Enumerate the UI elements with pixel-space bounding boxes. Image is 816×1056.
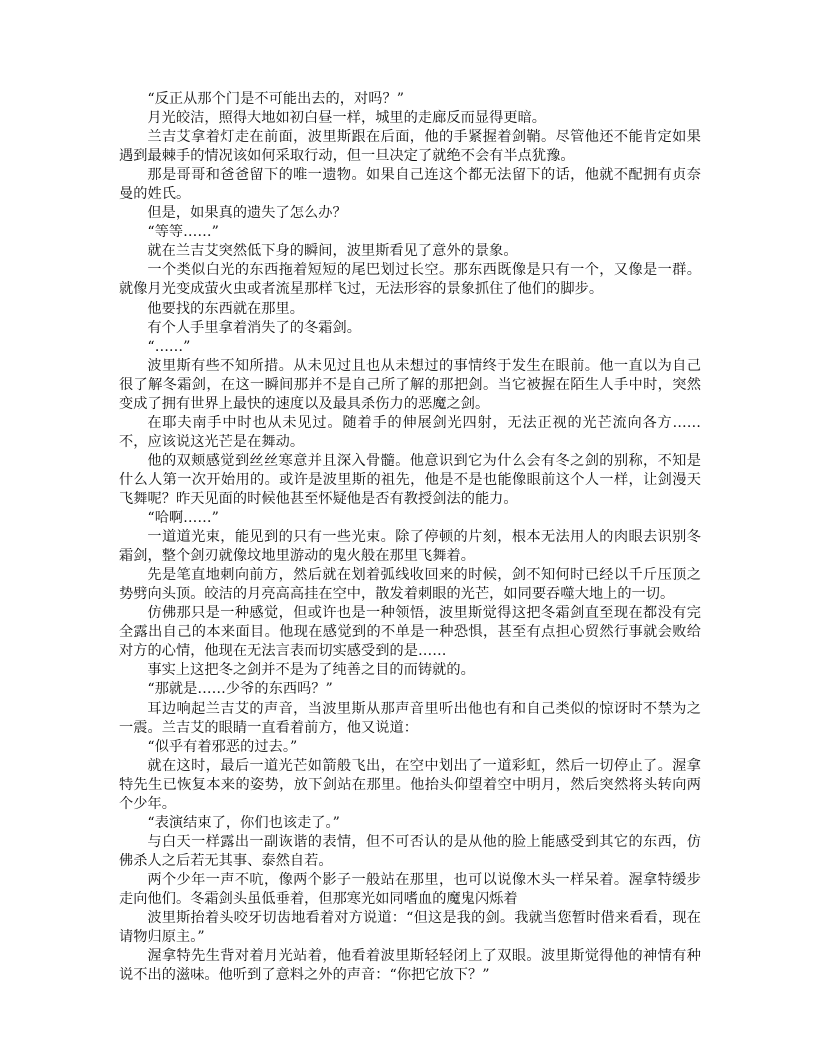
paragraph: 月光皎洁，照得大地如初白昼一样，城里的走廊反而显得更暗。 (147, 110, 547, 127)
paragraph: 有个人手里拿着消失了的冬霜剑。 (147, 319, 361, 336)
paragraph: “反正从那个门是不可能出去的，对吗？” (147, 91, 405, 107)
paragraph: “似乎有着邪恶的过去。” (147, 738, 298, 755)
paragraph: “表演结束了，你们也该走了。” (147, 814, 340, 831)
page-body (119, 90, 701, 985)
paragraph: 兰吉艾拿着灯走在前面，波里斯跟在后面，他的手紧握着剑鞘。尽管他还不能肯定如果遇到最棘手的情况该如何采取行动，但一旦决定了就绝不会有半点犹豫。 (119, 129, 701, 165)
paragraph: 事实上这把冬之剑并不是为了纯善之目的而铸就的。 (147, 662, 475, 679)
paragraph: 波里斯抬着头咬牙切齿地看着对方说道：“但这是我的剑。我就当您暂时借来看看，现在请物归原主。” (119, 910, 701, 946)
paragraph: 渥拿特先生背对着月光站着，他看着波里斯轻轻闭上了双眼。波里斯觉得他的神情有种说不出的滋味。他听到了意料之外的声音：“你把它放下？” (119, 948, 701, 984)
paragraph: 仿佛那只是一种感觉，但或许也是一种领悟，波里斯觉得这把冬霜剑直至现在都没有完全露出自己的本来面目。他现在感觉到的不单是一种恐惧，甚至有点担心贸然行事就会败给对方的心情，他现在无法言表而切实感受到的是…… (119, 605, 701, 660)
paragraph: 那是哥哥和爸爸留下的唯一遗物。如果自己连这个都无法留下的话，他就不配拥有贞奈曼的姓氏。 (119, 167, 701, 203)
paragraph: 他的双颊感觉到丝丝寒意并且深入骨髓。他意识到它为什么会有冬之剑的别称，不知是什么人第一次开始用的。或许是波里斯的祖先，他是不是也能像眼前这个人一样，让剑漫天飞舞呢？昨天见面的时候他甚至怀疑他是否有教授剑法的能力。 (119, 452, 701, 507)
paragraph: “哈啊……” (147, 510, 219, 527)
paragraph: 与白天一样露出一副诙谐的表情，但不可否认的是从他的脸上能感受到其它的东西，仿佛杀人之后若无其事、泰然自若。 (119, 833, 701, 869)
paragraph: 波里斯有些不知所措。从未见过且也从未想过的事情终于发生在眼前。他一直以为自己很了解冬霜剑，在这一瞬间那并不是自己所了解的那把剑。当它被握在陌生人手中时，突然变成了拥有世界上最快的速度以及最具杀伤力的恶魔之剑。 (119, 357, 701, 412)
paragraph: 就在兰吉艾突然低下身的瞬间，波里斯看见了意外的景象。 (147, 243, 518, 260)
paragraph: 一个类似白光的东西拖着短短的尾巴划过长空。那东西既像是只有一个，又像是一群。就像月光变成萤火虫或者流星那样飞过，无法形容的景象抓住了他们的脚步。 (119, 262, 701, 298)
paragraph: 但是，如果真的遗失了怎么办？ (147, 205, 347, 222)
paragraph: 先是笔直地刺向前方，然后就在划着弧线收回来的时候，剑不知何时已经以千斤压顶之势劈向头顶。皎洁的月亮高高挂在空中，散发着刺眼的光芒，如同要吞噬大地上的一切。 (119, 567, 701, 603)
paragraph: 他要找的东西就在那里。 (147, 300, 305, 317)
paragraph: 在耶夫南手中时也从未见过。随着手的伸展剑光四射，无法正视的光芒流向各方……不，应该说这光芒是在舞动。 (119, 414, 701, 450)
paragraph: 就在这时，最后一道光芒如箭般飞出，在空中划出了一道彩虹，然后一切停止了。渥拿特先生已恢复本来的姿势，放下剑站在那里。他抬头仰望着空中明月，然后突然将头转向两个少年。 (119, 757, 701, 812)
paragraph: 一道道光束，能见到的只有一些光束。除了停顿的片刻，根本无法用人的肉眼去识别冬霜剑，整个剑刃就像坟地里游动的鬼火般在那里飞舞着。 (119, 529, 701, 565)
paragraph: 耳边响起兰吉艾的声音，当波里斯从那声音里听出他也有和自己类似的惊讶时不禁为之一震。兰吉艾的眼睛一直看着前方，他又说道： (119, 700, 701, 736)
paragraph: “……” (147, 338, 191, 355)
paragraph: “那就是……少爷的东西吗？” (147, 681, 333, 698)
paragraph: “等等……” (147, 224, 219, 241)
paragraph: 两个少年一声不吭，像两个影子一般站在那里，也可以说像木头一样呆着。渥拿特缓步走向他们。冬霜剑头虽低垂着，但那寒光如同嗜血的魔鬼闪烁着 (119, 871, 701, 907)
